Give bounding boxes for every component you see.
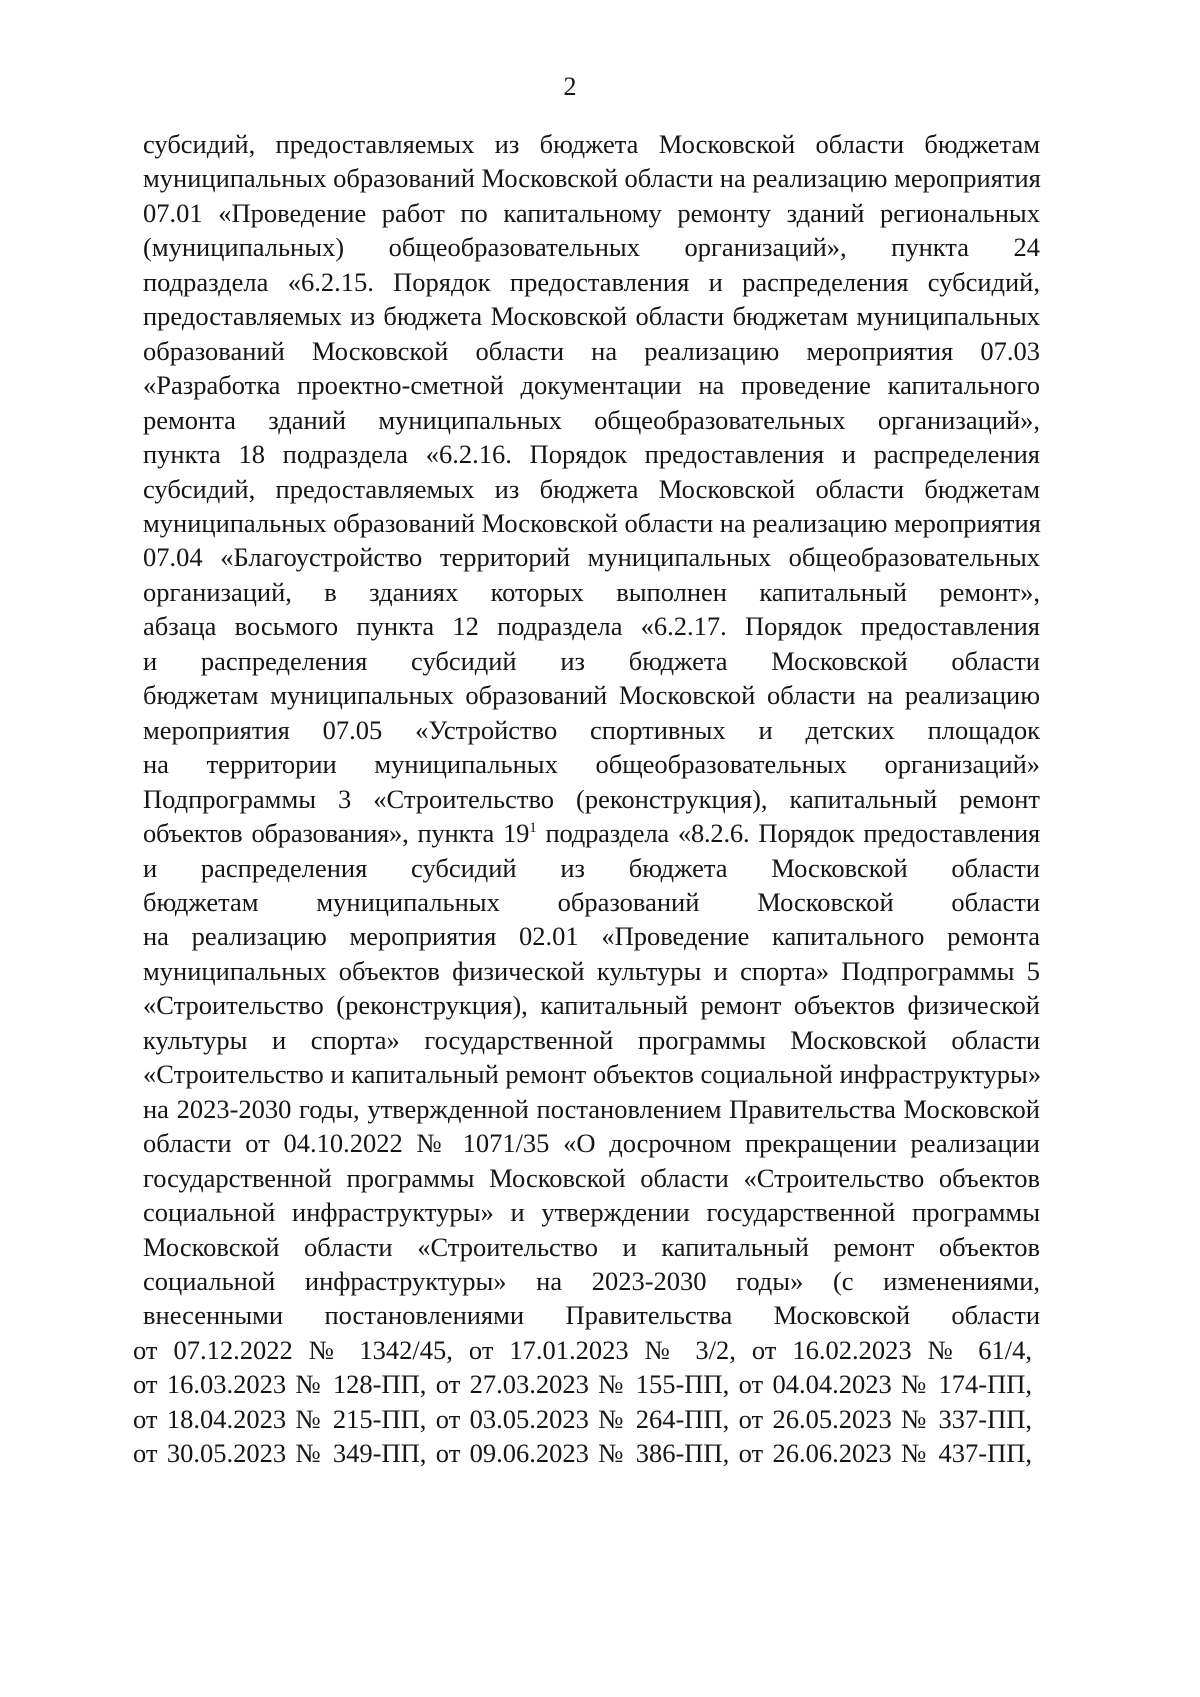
text-line <box>143 816 1040 850</box>
text-line: абзаца восьмого пункта 12 подраздела «6.2.17. Порядок предоставления <box>143 611 1040 642</box>
text-line: и распределения субсидий из бюджета Московской области <box>143 645 1040 676</box>
text-line: социальной инфраструктуры» и утверждении государственной программы <box>143 1197 1040 1228</box>
text-line: от 18.04.2023 № 215-ПП, от 03.05.2023 № 264-ПП, от 26.05.2023 № 337-ПП, <box>133 1403 1032 1434</box>
text-line: государственной программы Московской области «Строительство объектов <box>143 1162 1040 1193</box>
text-line: на территории муниципальных общеобразовательных организаций» <box>143 749 1040 780</box>
superscript: 1 <box>529 820 537 837</box>
text-line: муниципальных образований Московской области на реализацию мероприятия <box>143 163 1041 194</box>
text-segment: подраздела «8.2.6. Порядок предоставления <box>536 818 1040 849</box>
text-line: от 16.03.2023 № 128-ПП, от 27.03.2023 № 155-ПП, от 04.04.2023 № 174-ПП, <box>133 1369 1032 1400</box>
document-body <box>133 127 1042 1471</box>
text-line: внесенными постановлениями Правительства Московской области <box>143 1300 1040 1331</box>
text-line: субсидий, предоставляемых из бюджета Московской области бюджетам <box>143 129 1040 159</box>
text-line: организаций, в зданиях которых выполнен капитальный ремонт», <box>143 576 1040 607</box>
text-line: ремонта зданий муниципальных общеобразовательных организаций», <box>143 404 1040 435</box>
text-line: «Строительство и капитальный ремонт объектов социальной инфраструктуры» <box>143 1059 1042 1090</box>
text-segment: объектов образования», пункта 19 <box>143 818 530 849</box>
text-line: мероприятия 07.05 «Устройство спортивных и детских площадок <box>143 714 1040 745</box>
text-line: пункта 18 подраздела «6.2.16. Порядок предоставления и распределения <box>143 439 1040 470</box>
text-line: на реализацию мероприятия 02.01 «Проведение капитального ремонта <box>143 921 1040 952</box>
text-line: «Строительство (реконструкция), капитальный ремонт объектов физической <box>143 990 1040 1021</box>
text-line: бюджетам муниципальных образований Московской области на реализацию <box>143 680 1040 711</box>
text-line: области от 04.10.2022 № 1071/35 «О досрочном прекращении реализации <box>143 1128 1040 1159</box>
text-line: «Разработка проектно-сметной документации на проведение капитального <box>143 370 1040 401</box>
text-line: Подпрограммы 3 «Строительство (реконструкция), капитальный ремонт <box>143 783 1040 814</box>
text-line: от 07.12.2022 № 1342/45, от 17.01.2023 № 3/2, от 16.02.2023 № 61/4, <box>133 1334 1032 1365</box>
page-number: 2 <box>563 72 577 101</box>
text-line: предоставляемых из бюджета Московской области бюджетам муниципальных <box>143 301 1040 332</box>
text-line: муниципальных образований Московской области на реализацию мероприятия <box>143 507 1041 538</box>
text-line: 07.04 «Благоустройство территорий муниципальных общеобразовательных <box>143 542 1040 573</box>
text-line: от 30.05.2023 № 349-ПП, от 09.06.2023 № 386-ПП, от 26.06.2023 № 437-ПП, <box>133 1438 1032 1469</box>
text-line: образований Московской области на реализацию мероприятия 07.03 <box>143 335 1040 366</box>
text-line: и распределения субсидий из бюджета Московской области <box>143 852 1040 883</box>
text-line: субсидий, предоставляемых из бюджета Московской области бюджетам <box>143 473 1040 504</box>
text-line: подраздела «6.2.15. Порядок предоставления и распределения субсидий, <box>143 266 1040 297</box>
text-line: 07.01 «Проведение работ по капитальному ремонту зданий региональных <box>143 197 1040 228</box>
text-line: (муниципальных) общеобразовательных организаций», пункта 24 <box>143 232 1040 263</box>
text-line: культуры и спорта» государственной программы Московской области <box>143 1024 1040 1055</box>
text-line: на 2023-2030 годы, утвержденной постановлением Правительства Московской <box>143 1093 1040 1124</box>
text-line: Московской области «Строительство и капитальный ремонт объектов <box>143 1231 1040 1262</box>
text-line: муниципальных объектов физической культуры и спорта» Подпрограммы 5 <box>143 955 1040 986</box>
text-line: социальной инфраструктуры» на 2023-2030 годы» (с изменениями, <box>143 1265 1040 1296</box>
text-line: бюджетам муниципальных образований Московской области <box>143 886 1040 917</box>
